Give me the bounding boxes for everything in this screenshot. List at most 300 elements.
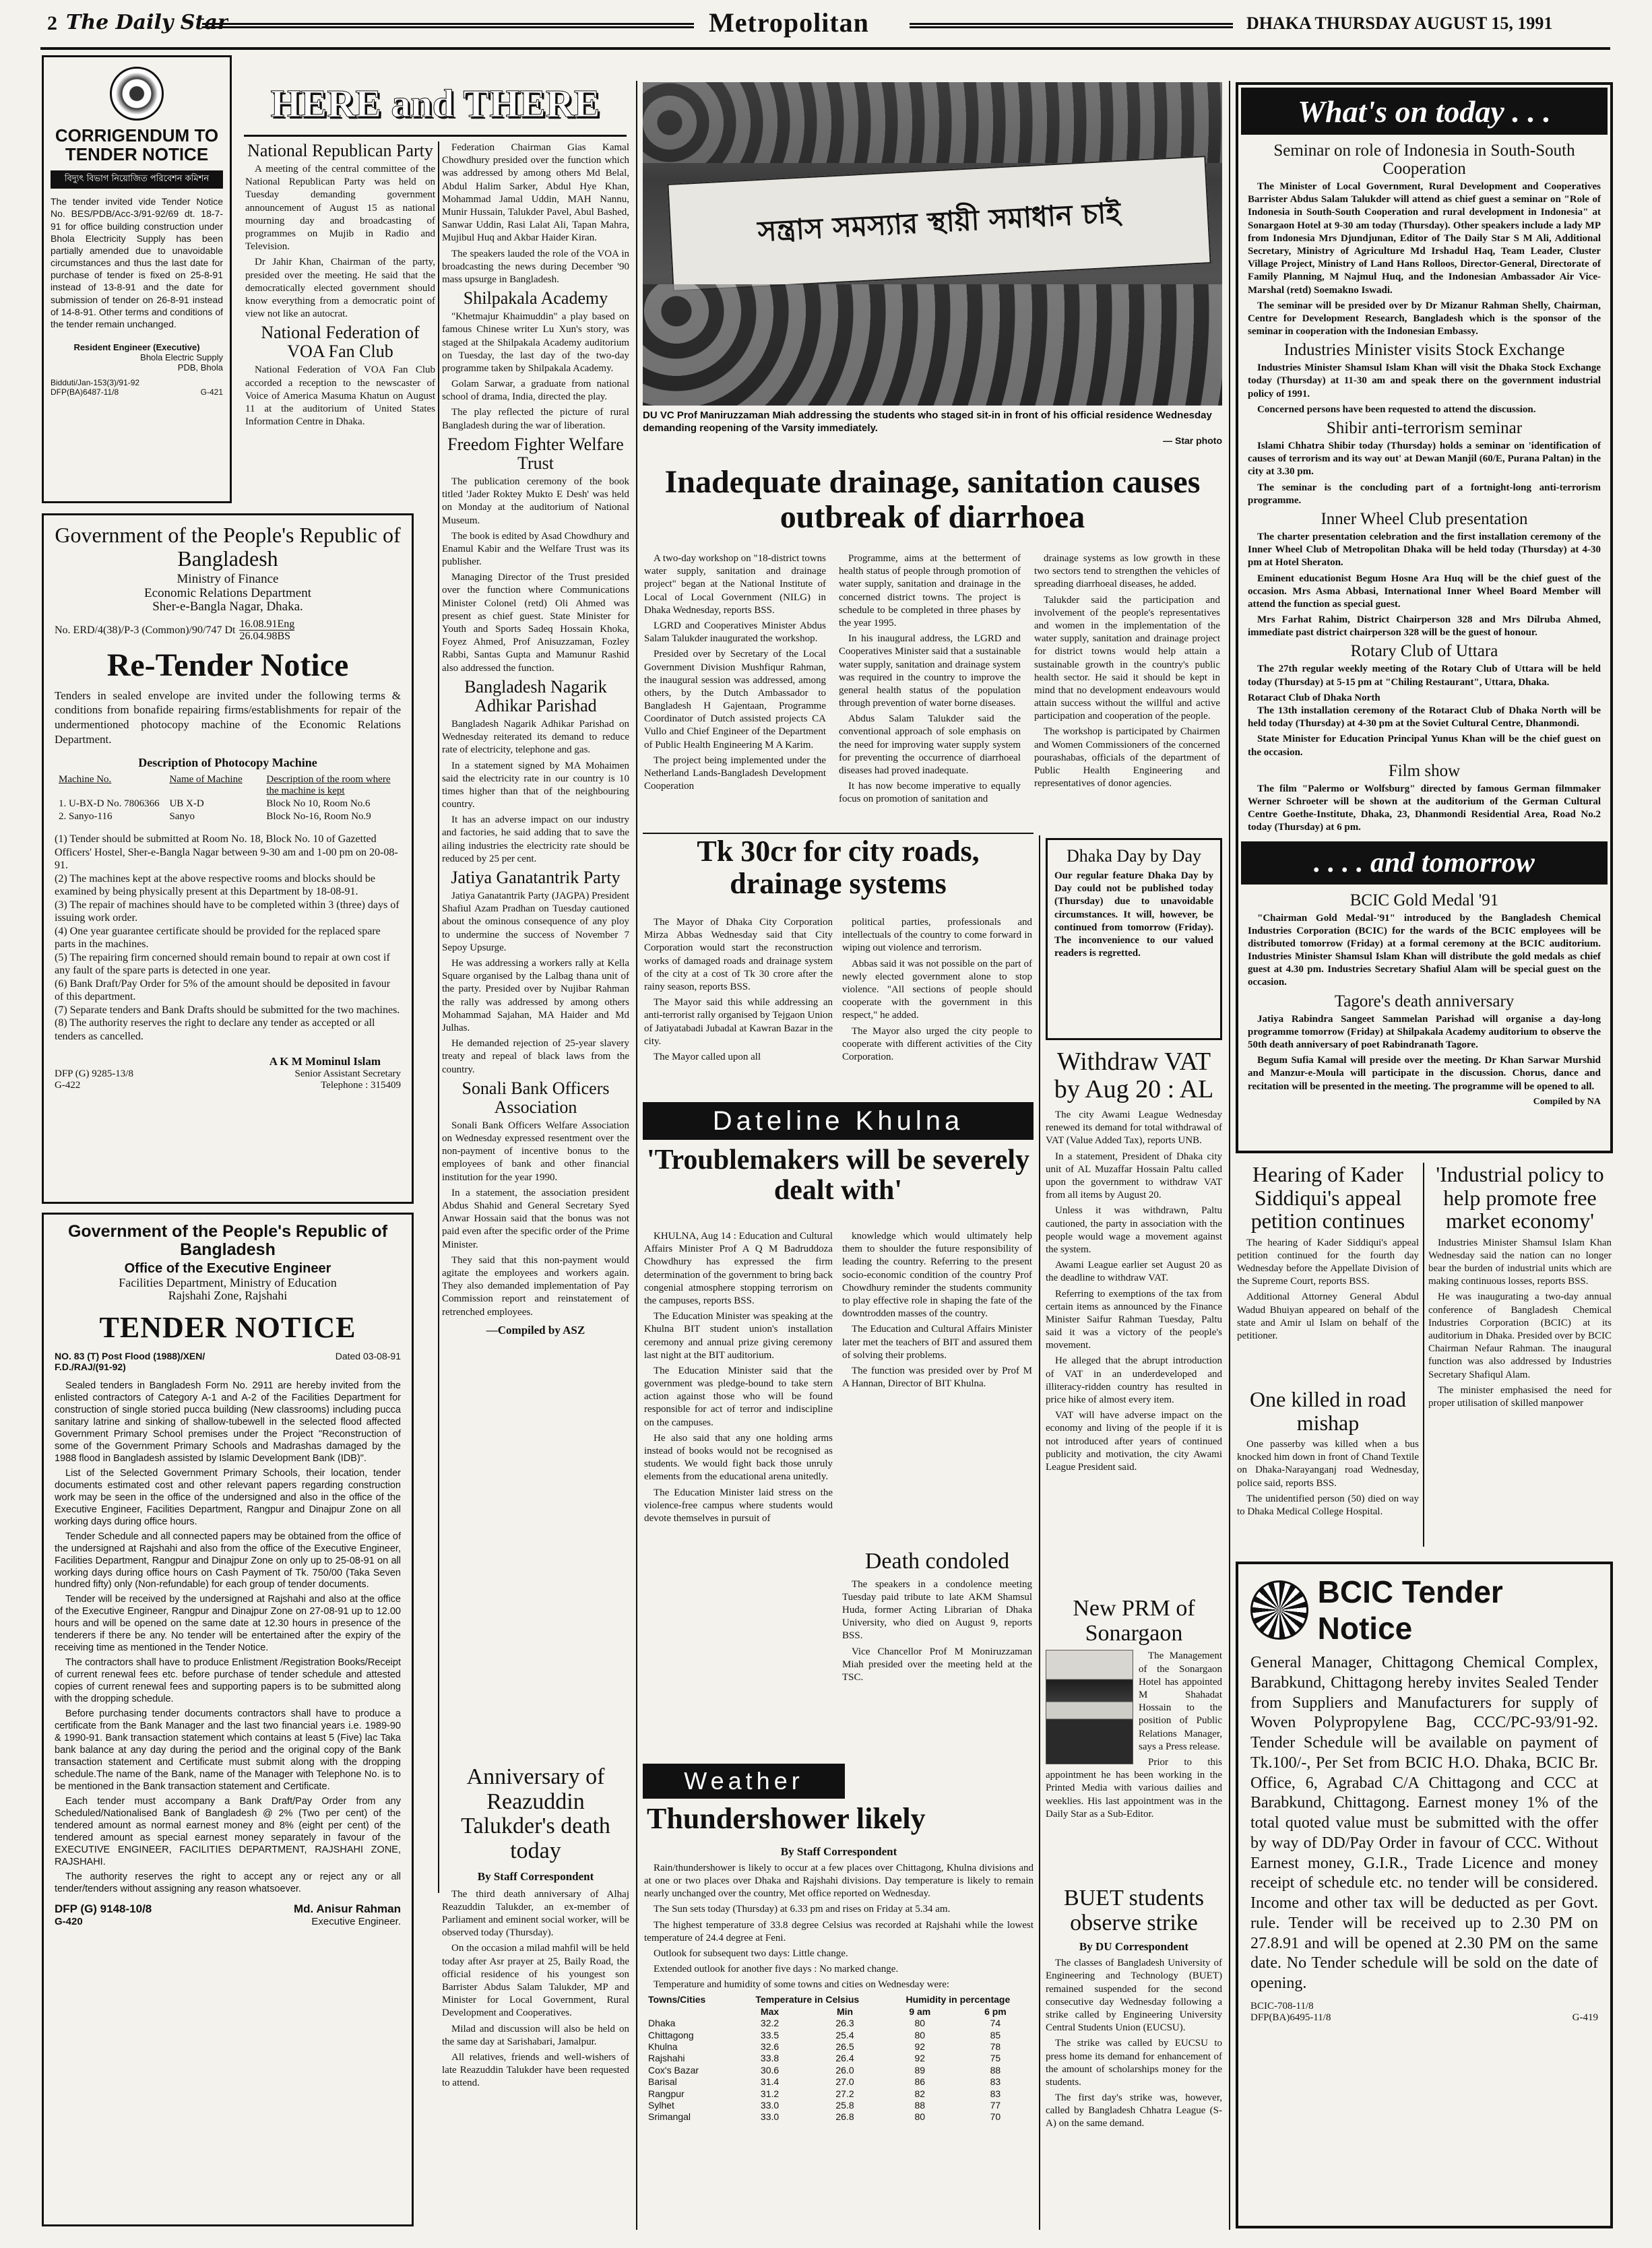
story-body: Milad and discussion will also be held on the same day at Sarishabari, Jamalpur. <box>442 2023 629 2047</box>
weather-col-temp: Temperature in Celsius <box>755 1994 860 2005</box>
table-cell: 92 <box>914 2053 926 2064</box>
drainage-headline: Inadequate drainage, sanitation causes outbreak of diarrhoea <box>664 465 1201 535</box>
whats-on-banner-text: What's on today . . . <box>1298 94 1551 129</box>
tender-zone: Rajshahi Zone, Rajshahi <box>168 1289 288 1303</box>
story-body: The Education and Cultural Affairs Minister later met the teachers of BIT and assured them of solving their problems. <box>842 1324 1032 1361</box>
kader-story <box>1237 1163 1419 1385</box>
weather-col-town: Towns/Cities <box>648 1994 706 2005</box>
table-cell: Block No 10, Room No.6 <box>266 798 371 810</box>
story-body: Additional Attorney General Abdul Wadud Bhuiyan appeared on behalf of the state and Amir ul Islam on behalf of the petitioner. <box>1237 1291 1419 1341</box>
roads-col-1 <box>644 916 833 1098</box>
prm-story <box>1046 1597 1222 1880</box>
story-body: He also said that any one holding arms instead of books would not be recognised as students. We would fight back those unruly elements from the educational arena unitedly. <box>644 1432 833 1483</box>
event-body: The seminar is the concluding part of a fortnight-long anti-terrorism programme. <box>1248 482 1601 506</box>
story-body: KHULNA, Aug 14 : Education and Cultural Affairs Minister Prof A Q M Badruddoza Chowdhury has expressed the firm determination of the government to bring back congenial atmosphere stopping terrorism on the campuses, reports BSS. <box>644 1231 833 1306</box>
column-divider <box>1229 81 1230 2230</box>
story-head: Hearing of Kader Siddiqui's appeal petition continues <box>1250 1163 1405 1233</box>
here-there-banner <box>244 81 627 135</box>
table-row <box>644 2088 1034 2100</box>
table-cell: 88 <box>914 2099 926 2111</box>
story-body: They said that this non-payment would agitate the employees and workers again. They also demanded implementation of Pay Commission report and reinstatement of retrenched employees. <box>442 1254 629 1318</box>
story-body: Federation Chairman Gias Kamal Chowdhury presided over the function which was addressed by among others Md Belal, Abdul Halim Sarker, Abdul Hye Khan, Mohammad Jamal Uddin, MAH Nannu, Munir Hussain, Talukder Pavel, Abul Bashed, Sanwar Uddin, Rasi Lalat Ali, Tapan Mahra, Mujibul Huq and Akbar Haider Kiran. <box>442 142 629 244</box>
story-body: The Education Minister said that the government was pledge-bound to take stern action against those who will be found responsible for act of terror and indiscipline on the campuses. <box>644 1365 833 1428</box>
dhaka-day-box <box>1046 838 1222 1040</box>
bcic-tender-notice <box>1236 1562 1613 2228</box>
story-body: The unidentified person (50) died on way to Dhaka Medical College Hospital. <box>1237 1493 1419 1518</box>
retender-term: (3) The repair of machines should have to be completed within 3 (three) days of issuing work order. <box>55 899 400 924</box>
retender-date2: 26.04.98BS <box>239 631 291 643</box>
table-cell: 1. U-BX-D No. 7806366 <box>59 798 160 810</box>
story-body: Rain/thundershower is likely to occur at a few places over Chittagong, Khulna divisions and at one or two places over Dhaka and Rajshahi divisions. Day temperature is likely to remain nearly unchanged over the country, Met office reported on Wednesday. <box>644 1862 1034 1900</box>
tender-notice <box>42 1213 414 2226</box>
retender-term: (1) Tender should be submitted at Room No. 18, Block No. 10 of Gazetted Officers' Hostel, Sher-e-Bangla Nagar between 9-30 am and 1-00 pm on 20-08-91. <box>55 833 398 872</box>
event-head: Seminar on role of Indonesia in South-South Cooperation <box>1273 141 1575 178</box>
drainage-col-2 <box>839 552 1021 829</box>
dateline: DHAKA THURSDAY AUGUST 15, 1991 <box>1246 13 1553 33</box>
tomorrow-body <box>1248 891 1601 1108</box>
here-there-credit: —Compiled by ASZ <box>486 1323 585 1337</box>
story-body: A meeting of the central committee of the National Republican Party was held on Tuesday demanding government announcement of August 15 as national mourning day and broadcasting of programmes on Mujib in Radio and Television. <box>245 164 435 253</box>
story-body: The Sun sets today (Thursday) at 6.33 pm and rises on Friday at 5.34 am. <box>654 1904 951 1915</box>
event-head: Industries Minister visits Stock Exchange <box>1283 341 1565 360</box>
table-cell: 33.0 <box>760 2099 780 2111</box>
event-head: Shibir anti-terrorism seminar <box>1326 419 1523 437</box>
event-body: Mrs Farhat Rahim, District Chairperson 328 and Mrs Dilruba Ahmed, immediate past district chairperson 328 will be the guest of honour. <box>1248 614 1601 639</box>
retender-ref-line <box>55 618 401 643</box>
weather-col-6pm: 6 pm <box>984 2005 1007 2017</box>
table-row <box>644 2041 1034 2053</box>
story-body: The publication ceremony of the book titled 'Jader Roktey Mukto E Desh' was held on Monday at the auditorium of National Museum. <box>442 476 629 526</box>
corrigendum-signatory: Resident Engineer (Executive) <box>73 342 200 353</box>
whats-on-section <box>1236 82 1613 1153</box>
story-body: The classes of Bangladesh University of Engineering and Technology (BUET) remained suspended for the second consecutive day Wednesday following a strike called by Engineering University Central Students Union (EUCSU). <box>1046 1958 1222 2034</box>
story-body: Golam Sarwar, a graduate from national school of drama, India, directed the play. <box>442 379 629 403</box>
weather-col-9am: 9 am <box>909 2005 931 2017</box>
story-body: Presided over by Secretary of the Local Government Division Mushfiqur Rahman, the inaugural session was addressed, among others, by the Dutch Ambassador to Bangladesh H Gajentaan, Programme Coordinator of Dutch assisted projects CA Vullo and Chief Engineer of the Department of Public Health Engineering M A Karim. <box>644 649 826 750</box>
retender-title: Re-Tender Notice <box>106 647 349 683</box>
story-body: In a statement, the association president Abdus Shahid and General Secretary Syed Anwar Hossain said that the bonus was not paid even after the specific order of the Prime Minister. <box>442 1187 629 1250</box>
tender-para: Each tender must accompany a Bank Draft/Pay Order from any Scheduled/Nationalised Bank of Bangladesh @ 2% (Two per cent) of the tendered amount as normal earnest money and 8% (eight per cent) of the tendered amount as special earnest money separately in favour of the EXECUTIVE ENGINEER, FACILITIES DEPARTMENT, RAJSHAHI ZONE, RAJSHAHI. <box>55 1795 401 1867</box>
tender-signer-title: Executive Engineer. <box>311 1915 401 1927</box>
table-cell: Rajshahi <box>648 2053 685 2064</box>
story-body: The play reflected the picture of rural Bangladesh during the war of liberation. <box>442 407 629 431</box>
table-cell: 75 <box>990 2053 1001 2064</box>
event-body: Begum Sufia Kamal will preside over the meeting. Dr Khan Sarwar Murshid and Manzur-e-Moula will participate in the discussion. Chorus, dance and recitation will be presented in the meeting. The programme will be opened to all. <box>1248 1055 1601 1092</box>
story-body: The function was presided over by Prof M A Hannan, Director of BIT Khulna. <box>842 1365 1032 1390</box>
tender-dated: Dated 03-08-91 <box>335 1350 401 1361</box>
story-body: Dr Jahir Khan, Chairman of the party, presided over the meeting. He said that the democratically elected government should know everything from a democratic point of view not like an autocrat. <box>245 257 435 320</box>
anniversary-story <box>442 1765 629 2230</box>
retender-dept: Economic Relations Department <box>144 585 311 600</box>
story-head: Sonali Bank Officers Association <box>462 1078 610 1117</box>
table-cell: 33.0 <box>760 2111 780 2123</box>
retender-table-title: Description of Photocopy Machine <box>138 755 317 769</box>
story-head: National Federation of VOA Fan Club <box>261 323 420 362</box>
story-body: Temperature and humidity of some towns and cities on Wednesday were: <box>654 1979 950 1991</box>
story-byline: By Staff Correspondent <box>477 1869 594 1883</box>
table-cell: 26.4 <box>835 2053 854 2064</box>
event-body: The seminar will be presided over by Dr Mizanur Rahman Shelly, Chairman, Centre for Development Research, Bangladesh which is the sponsor of the seminar in cooperation with the Indonesian Embassy. <box>1248 300 1601 338</box>
bcic-header <box>1250 1574 1598 1646</box>
bcic-logo-icon <box>1250 1580 1308 1640</box>
tender-dfp: DFP (G) 9148-10/8 <box>55 1902 152 1915</box>
event-body: The Minister of Local Government, Rural Development and Cooperatives Barrister Abdus Salam Talukder will attend as chief guest a seminar on "Role of Indonesia in South-South Cooperation and rural development in Indonesia" at Sonargaon Hotel at 9-30 am today (Thursday). Other speakers include a lady MP from Indonesia Mrs Djundjunan, Editor of The Daily Star S M Ali, Additional Secretary, Ministry of Agriculture Md Irshadul Haq, Team Leader, Cluster Village Project, Ministry of Land Hans Rolloos, Director-General, Directorate of Family Planning, M Najmul Huq, and the Indonesian Ambassador Air Vice-Marshal (retd) Soemakno Iswadi. <box>1248 181 1601 296</box>
story-body: Extended outlook for another five days : No marked change. <box>654 1964 899 1975</box>
event-subhead: Rotaract Club of Dhaka North <box>1248 692 1380 703</box>
weather-bar-text: Weather <box>684 1767 804 1795</box>
table-cell: 33.8 <box>760 2053 780 2064</box>
story-head: National Republican Party <box>247 141 433 160</box>
story-body: The Mayor of Dhaka City Corporation Mirza Abbas Wednesday said that City Corporation would start the reconstruction works of damaged roads and drainage system of the city at a cost of Tk 30 crore after the rainy season, reports BSS. <box>644 917 833 992</box>
table-cell: 74 <box>990 2018 1001 2029</box>
event-body: Jatiya Rabindra Sangeet Sammelan Parishad will organise a day-long programme tomorrow (Friday) at Shilpakala Academy auditorium to observe the 50th death anniversary of poet Rabindranath Tagore. <box>1248 1013 1601 1050</box>
dateline-headline: 'Troublemakers will be severely dealt with' <box>646 1145 1030 1207</box>
corrigendum-body: The tender invited vide Tender Notice No. BES/PDB/Acc-3/91-92/69 dt. 18-7-91 for office building construction under Bhola Electricity Supply has been partially amended due to unavoidable circumstances and thus the last date for purchase of tender is fixed on 25-8-91 instead of 13-8-91 and the date for submission of tender on 26-8-91 instead of 14-8-91. Other terms and conditions of the tender remain unchanged. <box>51 196 223 330</box>
photo-credit: — Star photo <box>1163 435 1222 446</box>
tomorrow-banner-text: . . . . and tomorrow <box>1314 847 1535 878</box>
dateline-bar <box>643 1102 1034 1140</box>
table-cell: 26.8 <box>835 2111 854 2123</box>
whats-on-body <box>1248 141 1601 835</box>
corrigendum-ref2: DFP(BA)6487-11/8 <box>51 387 119 397</box>
weather-table <box>644 1994 1034 2123</box>
roads-headline: Tk 30cr for city roads, drainage systems <box>697 835 980 900</box>
bcic-footer <box>1250 2012 1598 2024</box>
table-cell: 27.0 <box>835 2076 854 2088</box>
story-body: One passerby was killed when a bus knocked him down in front of Chand Textile on Dhaka-Narayanganj road Wednesday, police said, reports BSS. <box>1237 1439 1419 1489</box>
table-cell: 31.4 <box>760 2076 780 2088</box>
story-body: The strike was called by EUCSU to press home its demand for enhancement of the amount of scholarships money for the students. <box>1046 2038 1222 2088</box>
event-head: BCIC Gold Medal '91 <box>1349 891 1499 909</box>
story-head: Death condoled <box>864 1549 1010 1574</box>
story-body: He demanded rejection of 25-year slavery treaty and repeal of black laws from the country. <box>442 1038 629 1075</box>
story-head: New PRM of Sonargaon <box>1073 1597 1195 1646</box>
retender-signer: A K M Mominul Islam <box>269 1055 381 1068</box>
retender-table <box>55 773 401 823</box>
story-body: All relatives, friends and well-wishers of late Reazuddin Talukder have been requested to attend. <box>442 2051 629 2089</box>
dateline-col-1 <box>644 1230 833 1756</box>
table-cell: 88 <box>990 2064 1001 2076</box>
story-head: BUET students observe strike <box>1063 1886 1205 1935</box>
masthead <box>0 0 1652 47</box>
masthead-rule-left <box>202 23 694 28</box>
story-body: The Education Minister laid stress on the violence-free campus where students would devote themselves in pursuit of <box>644 1487 833 1524</box>
story-body: In a statement signed by MA Mohaimen said the electricity rate in our country is 10 times higher than that of the neighbouring country. <box>442 760 629 810</box>
table-row <box>644 2111 1034 2123</box>
table-cell: 30.6 <box>760 2064 780 2076</box>
event-body: Eminent educationist Begum Hosne Ara Huq will be the chief guest of the occasion. Mrs Asma Abbasi, International Inner Wheel Board Member will attend the function as special guest. <box>1248 573 1601 610</box>
story-body: VAT will have adverse impact on the economy and living of the people if it is not introduced after years of continued publicity and motivation, the city Awami League President said. <box>1046 1410 1222 1473</box>
table-row <box>644 2053 1034 2064</box>
retender-dates <box>239 618 294 643</box>
tender-title: TENDER NOTICE <box>99 1311 356 1345</box>
drainage-col-3 <box>1034 552 1220 829</box>
prm-portrait <box>1046 1650 1133 1764</box>
tomorrow-credit: Compiled by NA <box>1533 1096 1601 1107</box>
table-cell: 26.5 <box>835 2041 854 2052</box>
retender-col-2: Name of Machine <box>169 774 243 785</box>
table-cell: Chittagong <box>648 2029 694 2041</box>
table-cell: 83 <box>990 2076 1001 2088</box>
table-cell: 25.4 <box>835 2029 854 2041</box>
weather-bar <box>643 1764 845 1799</box>
table-cell: 31.2 <box>760 2088 780 2099</box>
retender-footer <box>55 1068 401 1080</box>
corrigendum-emblem <box>110 67 164 121</box>
story-body: The Management of the Sonargaon Hotel has appointed M Shahadat Hossain to the position of Public Relations Manager, says a Press release. <box>1139 1650 1222 1752</box>
photo-banner-text: সন্ত্রাস সমস্যার স্থায়ী সমাধান চাই <box>757 195 1122 248</box>
corrigendum-code: G-421 <box>200 387 223 397</box>
story-body: On the occasion a milad mahfil will be held today after Asr prayer at 25, Baily Road, the official residence of his youngest son Barrister Abdus Salam Talukder, MP and Minister for Local Government, Rural Development and Cooperatives. <box>442 1943 629 2019</box>
story-head: Dhaka Day by Day <box>1067 846 1201 866</box>
roads-headline-block <box>643 835 1034 916</box>
story-body: The book is edited by Asad Chowdhury and Enamul Kabir and the Welfare Trust was its publisher. <box>442 530 629 568</box>
table-row <box>55 798 401 810</box>
drainage-headline-block <box>643 465 1222 546</box>
event-body: The charter presentation celebration and the first installation ceremony of the Inner Wheel Club of Metropolitan Dhaka will be held today (Thursday) at 4-30 pm at Hotel Sheraton. <box>1248 531 1601 569</box>
column-divider <box>1423 1163 1424 1547</box>
corrigendum-title: CORRIGENDUM TO TENDER NOTICE <box>55 125 219 165</box>
story-body: Referring to exemptions of the tax from certain items as announced by the Finance Minister Saifur Rahman Tuesday, Paltu said it was a victory of the people's movement. <box>1046 1288 1222 1351</box>
weather-col-blank <box>644 2006 732 2018</box>
story-body: The project being implemented under the Netherland Lands-Bangladesh Development Cooperation <box>644 754 826 792</box>
masthead-underline <box>40 47 1610 50</box>
event-body: The film "Palermo or Wolfsburg" directed by famous German filmmaker Werner Schroeter will be shown at the auditorium of the German Cultural Centre Goethe-Institute, Dhaka, 23, Dhanmondi Residential Area, Road No.2 today (Thursday) at 6 pm. <box>1248 783 1601 833</box>
story-body: The minister emphasised the need for proper utilisation of skilled manpower <box>1428 1384 1612 1409</box>
weather-headline: Thundershower likely <box>647 1803 926 1835</box>
story-body: He was addressing a workers rally at Kella Square organised by the Lalbag thana unit of the party. Presided over by Nujibar Rahman the rally was addressed by among others Mohammad Sajahan, MA Haider and Md Julhas. <box>442 958 629 1033</box>
dateline-headline-block <box>643 1145 1034 1226</box>
drainage-col-1 <box>644 552 826 829</box>
dateline-col-2 <box>842 1230 1032 1547</box>
retender-ministry: Ministry of Finance <box>177 572 279 587</box>
retender-address: Sher-e-Bangla Nagar, Dhaka. <box>152 600 303 614</box>
table-row <box>55 810 401 823</box>
event-body: The 27th regular weekly meeting of the Rotary Club of Uttara will be held today (Thursday) at 5-15 pm at "Chiling Restaurant", Uttara, Dhaka. <box>1248 664 1601 688</box>
table-cell: 2. Sanyo-116 <box>59 811 113 823</box>
weather-story <box>644 1844 1034 2232</box>
tender-ref-line <box>55 1351 401 1372</box>
photo-crowd-top <box>643 82 1222 163</box>
here-there-col-2 <box>442 141 629 1866</box>
retender-ref: No. ERD/4(38)/P-3 (Common)/90/747 Dt <box>55 624 236 636</box>
table-cell: 70 <box>990 2111 1001 2123</box>
photo-crowd-bottom <box>643 284 1222 406</box>
table-cell: 26.0 <box>835 2064 854 2076</box>
corrigendum-bengali: বিদ্যুৎ বিভাগ নিয়োজিত পরিবেশন কমিশন <box>51 170 223 189</box>
news-photo <box>643 82 1222 406</box>
table-cell: 32.6 <box>760 2041 780 2052</box>
table-cell: Rangpur <box>648 2088 685 2099</box>
story-body: Outlook for subsequent two days: Little change. <box>654 1948 848 1959</box>
story-body: The Mayor said this while addressing an anti-terrorist rally organised by Tejgaon Union of Jatiyatabadi Jubadal at Kawran Bazar in the city. <box>644 997 833 1047</box>
retender-intro: Tenders in sealed envelope are invited under the following terms & conditions from bonafide repairing firms/establishments for repair of the undermentioned photocopy machine of the Economic Relations Department. <box>55 688 401 746</box>
column-divider <box>1039 835 1040 2230</box>
here-there-title: HERE and THERE <box>270 82 600 125</box>
retender-term: (2) The machines kept at the above respective rooms and blocks should be examined by being physically present at this Department by 18-08-91. <box>55 872 376 898</box>
paper-name: The Daily Star <box>66 11 228 34</box>
table-cell: Khulna <box>648 2041 678 2052</box>
retender-terms <box>55 833 401 1043</box>
story-body: The hearing of Kader Siddiqui's appeal petition continued for the fourth day Wednesday before the Appellate Division of the Supreme Court, reports BSS. <box>1237 1237 1419 1287</box>
story-head: Withdraw VAT by Aug 20 : AL <box>1054 1048 1214 1104</box>
retender-dfp: DFP (G) 9285-13/8 <box>55 1068 133 1080</box>
story-body: National Federation of VOA Fan Club accorded a reception to the newscaster of Voice of America Masuma Khatun on August 11 at the auditorium of United States Information Centre in Dhaka. <box>245 364 435 428</box>
event-head: Tagore's death anniversary <box>1334 992 1515 1010</box>
event-head: Inner Wheel Club presentation <box>1321 509 1528 528</box>
story-head: 'Industrial policy to help promote free market economy' <box>1436 1163 1604 1233</box>
retender-code: G-422 <box>55 1080 81 1091</box>
table-cell: 80 <box>914 2029 926 2041</box>
corrigendum-ref1: Bidduti/Jan-153(3)/91-92 <box>51 378 140 388</box>
story-body: In a statement, President of Dhaka city unit of AL Muzaffar Hossain Paltu called upon the government to withdraw VAT from all items by August 20. <box>1046 1151 1222 1201</box>
retender-footer2 <box>55 1080 401 1091</box>
killed-story <box>1237 1388 1419 1556</box>
industrial-story <box>1428 1163 1612 1553</box>
story-body: Bangladesh Nagarik Adhikar Parishad on Wednesday reiterated its demand to reduce rate of electricity, telephone and gas. <box>442 718 629 756</box>
table-cell: Cox's Bazar <box>648 2064 699 2076</box>
story-head: Jatiya Ganatantrik Party <box>451 868 621 888</box>
tender-ref: NO. 83 (T) Post Flood (1988)/XEN/ F.D./RAJ/(91-92) <box>55 1350 205 1372</box>
table-cell: Barisal <box>648 2076 677 2088</box>
table-cell: 80 <box>914 2018 926 2029</box>
story-body: Vice Chancellor Prof M Moniruzzaman Miah presided over the meeting held at the TSC. <box>842 1646 1032 1683</box>
story-body: The speakers in a condolence meeting Tuesday paid tribute to late AKM Shamsul Huda, former Acting Librarian of Dhaka University, who died on August 9, reports BSS. <box>842 1578 1032 1642</box>
weather-headline-block <box>643 1803 1034 1843</box>
section-rule <box>643 833 1034 834</box>
story-body: It has an adverse impact on our industry and factories, he said adding that to save the ailing industries the electricity rate should be reduced by 25 per cent. <box>442 814 629 864</box>
story-body: "Khetmajur Khaimuddin" a play based on famous Chinese writer Lu Xun's story, was staged at the Shilpakala Academy auditorium on Tuesday, the last day of the two-day programme taken by Shilpakala Academy. <box>442 311 629 374</box>
retender-table-header <box>55 773 401 798</box>
story-body: political parties, professionals and intellectuals of the country to come forward in wiping out violence and terrorism. <box>842 917 1032 954</box>
story-body: knowledge which would ultimately help them to shoulder the future responsibility of leading the country. Referring to the present socio-economic condition of the country Prof Chowdhury reminder the students community to play effective role in shaping the fate of the downtrodden masses of the country. <box>842 1231 1032 1320</box>
tender-dept: Facilities Department, Ministry of Education <box>119 1275 337 1289</box>
table-row <box>644 2018 1034 2029</box>
story-byline: By DU Correspondent <box>1079 1940 1189 1954</box>
story-body: The third death anniversary of Alhaj Reazuddin Talukder, an ex-member of Parliament and eminent social worker, will be observed today (Thursday). <box>442 1888 629 1939</box>
event-body: Islami Chhatra Shibir today (Thursday) holds a seminar on 'identification of causes of terrorism and its way out' at Dewan Manjil (60/E, Purana Paltan) in the city at 3.30 pm. <box>1248 441 1601 478</box>
tender-footer2 <box>55 1916 401 1927</box>
tender-office: Office of the Executive Engineer <box>124 1261 331 1276</box>
story-body: Abbas said it was not possible on the part of newly elected government alone to stop violence. "All sections of people should cooperate with the government in this respect," he added. <box>842 958 1032 1021</box>
buet-story <box>1046 1886 1222 2230</box>
corrigendum-sig2: Bhola Electric Supply <box>140 352 223 363</box>
event-body: Concerned persons have been requested to attend the discussion. <box>1257 404 1536 415</box>
retender-date1: 16.08.91Eng <box>239 618 295 630</box>
story-body: The workshop is participated by Chairmen and Women Commissioners of the concerned pourashabas, officials of the department of Public Health Engineering and representatives of donor agencies. <box>1034 726 1220 790</box>
weather-col-min: Min <box>836 2005 854 2017</box>
table-row <box>644 2065 1034 2076</box>
bcic-code: G-419 <box>1572 2012 1598 2023</box>
story-body: Abdus Salam Talukder said the conventional approach of sole emphasis on the need for improving water supply system for preventing the occurrence of diarrhoeal diseases had proved inadequate. <box>839 713 1021 776</box>
table-cell: 26.3 <box>835 2018 854 2029</box>
table-cell: 33.5 <box>760 2029 780 2041</box>
story-body: The Mayor also urged the city people to cooperate with different activities of the City Corporation. <box>842 1025 1032 1062</box>
story-head: Freedom Fighter Welfare Trust <box>447 434 624 473</box>
retender-term: (6) Bank Draft/Pay Order for 5% of the amount should be deposited in favour of this department. <box>55 977 391 1003</box>
table-cell: 85 <box>990 2029 1001 2041</box>
retender-term: (5) The repairing firm concerned should remain bound to repair at own cost if any fault of the spare parts is detected in one year. <box>55 951 390 977</box>
tomorrow-banner <box>1241 841 1608 885</box>
table-cell: Dhaka <box>648 2018 676 2029</box>
bcic-ref2: DFP(BA)6495-11/8 <box>1250 2012 1331 2023</box>
masthead-rule-right <box>910 23 1233 28</box>
column-divider <box>636 81 637 2230</box>
column-divider <box>438 141 439 1893</box>
bcic-ref1: BCIC-708-11/8 <box>1250 2000 1314 2012</box>
tender-para: Tender will be received by the undersigned at Rajshahi and also at the office of the Executive Engineer, Rangpur and Dinajpur Zone on 27-08-91 up to 12.00 hours and will be opened on the same date at 12.30 hours in presence of the tenderers if there be any. No tender will be entertained after the expiry of the receiving time as mentioned in the Tender Notice. <box>55 1594 401 1654</box>
story-head: One killed in road mishap <box>1250 1388 1406 1435</box>
story-body: The Education Minister was speaking at the Khulna BIT student union's installation ceremony and annual prize giving ceremony last night at the BIT auditorium. <box>644 1311 833 1361</box>
weather-table-header <box>644 1994 1034 2005</box>
table-cell: 92 <box>914 2041 926 2052</box>
table-row <box>644 2076 1034 2088</box>
tender-footer <box>55 1902 401 1916</box>
death-condoled-story <box>842 1549 1032 1758</box>
story-body: The first day's strike was, however, called by Bangladesh Chhatra League (S-A) on the same demand. <box>1046 2092 1222 2129</box>
event-body: The 13th installation ceremony of the Rotaract Club of Dhaka North will be held today (Thursday) at 4-30 pm at the Soviet Cultural Centre, Dhanmondi. <box>1248 705 1601 730</box>
story-head: Bangladesh Nagarik Adhikar Parishad <box>464 676 607 715</box>
table-cell: 77 <box>990 2099 1001 2111</box>
event-head: Rotary Club of Uttara <box>1350 642 1498 661</box>
tender-para: Sealed tenders in Bangladesh Form No. 2911 are hereby invited from the enlisted contractors of Category A-1 and A-2 of the Facilities Department for construction of single storied pucca building (New classrooms) including pucca sanitary latrine and sinking of shallow-tubewell in the selected flood affected Government Primary School premises under the Project "Reconstruction of some of the Government Primary Schools and Madrashas damaged by the 1988 flood in Bangladesh assisted by Islamic Development Bank (IDB)". <box>55 1380 401 1464</box>
story-body: A two-day workshop on "18-district towns water supply, sanitation and drainage project" began at the National Institute of Local of Local Government (NILG) in Dhaka Wednesday, reports BSS. <box>644 553 826 616</box>
table-row <box>644 2030 1034 2041</box>
tender-para: Before purchasing tender documents contractors shall have to produce a certificate from the Bank Manager and the last two financial years i.e. 1989-90 & 1990-91. Bank transaction statement which contains at least 5 (Five) lac Taka bank balance at any day during the period and the original copy of the Bank transaction statement and Certificate must submit along with the dropping schedule.The name of the Bank, name of the Manager with Telephone No. is to be mentioned in the Bank transaction statement and Certificate. <box>55 1708 401 1792</box>
story-body: Managing Director of the Trust presided over the function where Communications Minister Colonel (retd) Oli Ahmed was present as chief guest. State Minister for Youth and Sports Sadeq Hossain Khoka, Foyez Ahmed, Prof Anisuzzaman, Fozley Rabbi, Santas Gupta and Mamunur Rashid also addressed the function. <box>442 572 629 674</box>
retender-term: (4) One year guarantee certificate should be provided for the replaced spare parts in the machines. <box>55 925 381 951</box>
tender-para: Tender Schedule and all connected papers may be obtained from the office of the undersigned at Rajshahi and also from the office of the Executive Engineer, Facilities Department, Rangpur and Dinajpur Zone on only up to 25-08-91 on all working days during office hours on Cash Payment of Tk. 750/00 (Taka Seven hundred fifty) only (Non-refundable) for each group of tender documents. <box>55 1531 401 1591</box>
corrigendum-sig3: PDB, Bhola <box>177 362 223 373</box>
section-title: Metropolitan <box>709 7 869 38</box>
tender-para: List of the Selected Government Primary Schools, their location, tender documents estimated cost and other relevant papers regarding construction work may be seen in the office of the undersigned and also in the office of the Executive Engineer, Facilities Department, Rangpur and Dinajpur Zone on all working days during office hours. <box>55 1467 401 1527</box>
retender-term: (7) Separate tenders and Bank Drafts should be submitted for the two machines. <box>55 1004 400 1016</box>
table-cell: 82 <box>914 2088 926 2099</box>
story-body: Sonali Bank Officers Welfare Association on Wednesday expressed resentment over the non-payment of incentive bonus to the employees of bank and other financial institution for the year 1990. <box>442 1120 629 1183</box>
story-body: The Mayor called upon all <box>654 1051 761 1062</box>
story-body: It has now become imperative to equally focus on promotion of sanitation and <box>839 781 1021 805</box>
story-body: Unless it was withdrawn, Paltu cautioned, the party in association with the people would wage a movement against the system. <box>1046 1205 1222 1255</box>
table-cell: 25.8 <box>835 2099 854 2111</box>
retender-phone: Telephone : 315409 <box>321 1080 401 1091</box>
table-cell: 83 <box>990 2088 1001 2099</box>
table-row <box>644 2100 1034 2111</box>
story-body: Our regular feature Dhaka Day by Day could not be published today (Thursday) due to unavoidable circumstances. It will, however, be continued from tomorrow (Friday). The inconvenience to our valued readers is regretted. <box>1054 870 1213 959</box>
event-head: Film show <box>1388 761 1461 780</box>
story-head: Shilpakala Academy <box>463 288 608 309</box>
story-body: Industries Minister Shamsul Islam Khan Wednesday said the nation can no longer bear the burden of industrial units which are making continuous losses, reports BSS. <box>1428 1237 1612 1287</box>
weather-col-hum: Humidity in percentage <box>906 1994 1011 2005</box>
roads-col-2 <box>842 916 1032 1098</box>
retender-signer-title: Senior Assistant Secretary <box>294 1068 401 1080</box>
story-body: drainage systems as low growth in these two sectors tend to strengthen the vehicles of spreading diarrhoeal diseases, he added. <box>1034 553 1220 590</box>
table-cell: Sanyo <box>169 811 195 823</box>
corrigendum-notice <box>42 55 232 503</box>
story-body: He was inaugurating a two-day annual conference of Bangladesh Chemical Industries Corporation (BCIC) at its auditorium in Dhaka. Presided over by BCIC Chairman Nefaur Rahman. The inaugural function was also addressed by Industries Secretary Shafiqul Alam. <box>1428 1291 1612 1380</box>
retender-gov: Government of the People's Republic of Bangladesh <box>55 523 401 571</box>
whats-on-banner <box>1241 88 1608 135</box>
table-cell: 89 <box>914 2064 926 2076</box>
tender-para: The contractors shall have to produce Enlistment /Registration Books/Receipt of current renewal fees etc. before purchase of tender schedule and attested copies of current renewal fees and supporting papers is to be submitted along with the dropping schedule. <box>55 1657 401 1705</box>
retender-col-1: Machine No. <box>59 774 112 785</box>
bcic-title: BCIC Tender Notice <box>1317 1574 1503 1646</box>
photo-protest-banner <box>667 156 1211 292</box>
tender-signer: Md. Anisur Rahman <box>294 1902 401 1915</box>
story-body: The speakers lauded the role of the VOA in broadcasting the news during December '90 mass upsurge in Bangladesh. <box>442 248 629 285</box>
story-body: Jatiya Ganatantrik Party (JAGPA) President Shafiul Azam Pradhan on Tuesday cautioned about the ominous consequence of any ploy to undermine the success of November 7 Sepoy Upsurge. <box>442 891 629 953</box>
event-body: Industries Minister Shamsul Islam Khan will visit the Dhaka Stock Exchange today (Thursday) at 11-30 am and speak there on the government industrial policy of 1991. <box>1248 362 1601 399</box>
photo-caption: DU VC Prof Maniruzzaman Miah addressing the students who staged sit-in in front of his official residence Wednesday demanding reopening of the Varsity immediately. <box>643 410 1212 434</box>
